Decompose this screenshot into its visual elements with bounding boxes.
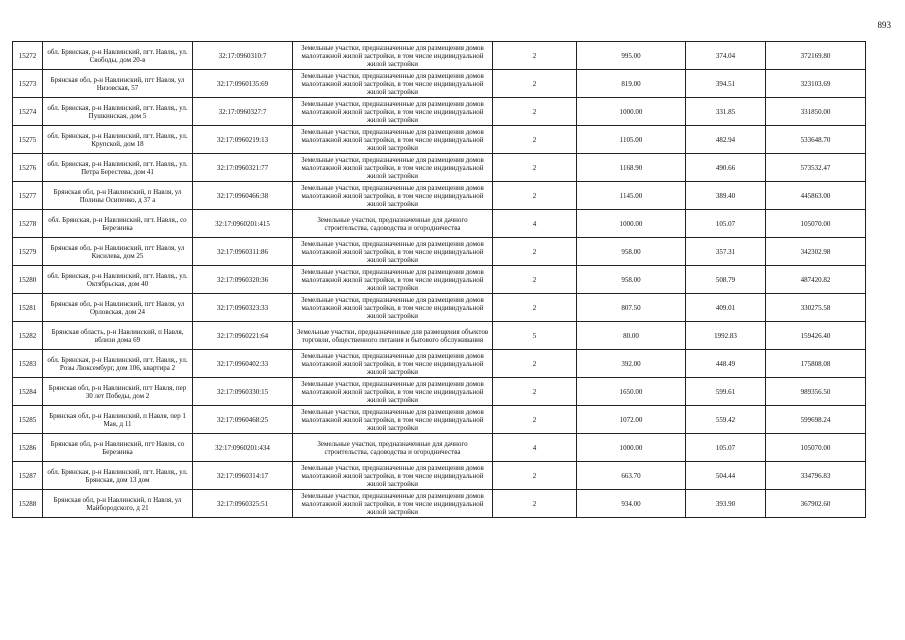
table-row	[13, 406, 866, 434]
land-purpose-cell: Земельные участки, предназначенные для размещения объектов торговли, общественного питания и бытового обслуживания	[293, 322, 493, 350]
land-purpose-cell: Земельные участки, предназначенные для дачного строительства, садоводства и огородничества	[293, 210, 493, 238]
table-row	[13, 42, 866, 70]
group-cell: 2	[493, 406, 577, 434]
group-cell: 2	[493, 126, 577, 154]
table-row	[13, 322, 866, 350]
row-number: 15275	[13, 126, 43, 154]
row-number: 15284	[13, 378, 43, 406]
land-purpose-cell: Земельные участки, предназначенные для размещения домов малоэтажной жилой застройки, в том числе индивидуальной жилой застройки	[293, 98, 493, 126]
specific-value-cell: 105.07	[686, 210, 766, 238]
land-purpose-cell: Земельные участки, предназначенные для дачного строительства, садоводства и огородничества	[293, 434, 493, 462]
group-cell: 2	[493, 182, 577, 210]
cadastral-value-cell: 159426.40	[766, 322, 866, 350]
cadastral-value-cell: 367902.60	[766, 490, 866, 518]
area-cell: 1168.90	[577, 154, 686, 182]
land-purpose-cell: Земельные участки, предназначенные для размещения домов малоэтажной жилой застройки, в том числе индивидуальной жилой застройки	[293, 70, 493, 98]
area-cell: 1000.00	[577, 98, 686, 126]
land-purpose-cell: Земельные участки, предназначенные для размещения домов малоэтажной жилой застройки, в том числе индивидуальной жилой застройки	[293, 238, 493, 266]
area-cell: 958.00	[577, 238, 686, 266]
cadastral-value-cell: 331850.00	[766, 98, 866, 126]
cadastral-value-cell: 599698.24	[766, 406, 866, 434]
specific-value-cell: 490.66	[686, 154, 766, 182]
address-cell: обл. Брянская, р-н Навлинский, пгт. Навля,, ул. Октябрьская, дом 40	[43, 266, 193, 294]
group-cell: 2	[493, 98, 577, 126]
cadastral-number-cell: 32:17:0960314:17	[193, 462, 293, 490]
cadastral-number-cell: 32:17:0960219:13	[193, 126, 293, 154]
group-cell: 2	[493, 266, 577, 294]
row-number: 15282	[13, 322, 43, 350]
group-cell: 2	[493, 294, 577, 322]
specific-value-cell: 105.07	[686, 434, 766, 462]
land-purpose-cell: Земельные участки, предназначенные для размещения домов малоэтажной жилой застройки, в том числе индивидуальной жилой застройки	[293, 350, 493, 378]
specific-value-cell: 374.04	[686, 42, 766, 70]
group-cell: 4	[493, 210, 577, 238]
address-cell: обл. Брянская, р-н Навлинский, пгт. Навля,, ул. Брянская, дом 13 дом	[43, 462, 193, 490]
cadastral-value-cell: 573532.47	[766, 154, 866, 182]
address-cell: обл. Брянская, р-н Навлинский, пгт. Навля,, ул. Крупской, дом 18	[43, 126, 193, 154]
group-cell: 2	[493, 490, 577, 518]
cadastral-number-cell: 32:17:0960466:38	[193, 182, 293, 210]
row-number: 15288	[13, 490, 43, 518]
cadastral-number-cell: 32:17:0960402:33	[193, 350, 293, 378]
page-number: 893	[877, 20, 891, 30]
address-cell: обл. Брянская, р-н Навлинский, пгт. Навля,, ул. Петра Берестева, дом 41	[43, 154, 193, 182]
address-cell: Брянская обл, р-н Навлинский, пгт Навля, ул Кисилева, дом 25	[43, 238, 193, 266]
group-cell: 2	[493, 378, 577, 406]
address-cell: Брянская обл, р-н Навлинский, п Навля, ул Майбородского, д 21	[43, 490, 193, 518]
group-cell: 5	[493, 322, 577, 350]
address-cell: Брянская область, р-н Навлинский, п Навля, вблизи дома 69	[43, 322, 193, 350]
area-cell: 1000.00	[577, 434, 686, 462]
address-cell: обл. Брянская, р-н Навлинский, пгт. Навля,, ул. Розы Люксембург, дом 106, квартира 2	[43, 350, 193, 378]
row-number: 15276	[13, 154, 43, 182]
table-row	[13, 154, 866, 182]
area-cell: 1000.00	[577, 210, 686, 238]
address-cell: обл. Брянская, р-н Навлинский, пгт. Навля,, со Березинка	[43, 210, 193, 238]
group-cell: 2	[493, 350, 577, 378]
table-body	[13, 42, 866, 518]
area-cell: 995.00	[577, 42, 686, 70]
specific-value-cell: 508.79	[686, 266, 766, 294]
cadastral-value-table	[12, 41, 866, 518]
cadastral-value-cell: 445863.00	[766, 182, 866, 210]
address-cell: Брянская обл, р-н Навлинский, п Навля, ул Полины Осипенко, д 37 а	[43, 182, 193, 210]
row-number: 15277	[13, 182, 43, 210]
land-purpose-cell: Земельные участки, предназначенные для размещения домов малоэтажной жилой застройки, в том числе индивидуальной жилой застройки	[293, 490, 493, 518]
row-number: 15274	[13, 98, 43, 126]
table-row	[13, 266, 866, 294]
land-purpose-cell: Земельные участки, предназначенные для размещения домов малоэтажной жилой застройки, в том числе индивидуальной жилой застройки	[293, 182, 493, 210]
group-cell: 2	[493, 42, 577, 70]
land-purpose-cell: Земельные участки, предназначенные для размещения домов малоэтажной жилой застройки, в том числе индивидуальной жилой застройки	[293, 266, 493, 294]
cadastral-number-cell: 32:17:0960323:33	[193, 294, 293, 322]
specific-value-cell: 559.42	[686, 406, 766, 434]
row-number: 15280	[13, 266, 43, 294]
specific-value-cell: 1992.83	[686, 322, 766, 350]
cadastral-value-cell: 105070.00	[766, 434, 866, 462]
land-purpose-cell: Земельные участки, предназначенные для размещения домов малоэтажной жилой застройки, в том числе индивидуальной жилой застройки	[293, 42, 493, 70]
cadastral-number-cell: 32:17:0960327:7	[193, 98, 293, 126]
group-cell: 2	[493, 70, 577, 98]
specific-value-cell: 394.51	[686, 70, 766, 98]
cadastral-value-cell: 372169.80	[766, 42, 866, 70]
table-row	[13, 462, 866, 490]
address-cell: Брянская обл, р-н Навлинский, пгт Навля, пер 30 лет Победы, дом 2	[43, 378, 193, 406]
group-cell: 4	[493, 434, 577, 462]
land-purpose-cell: Земельные участки, предназначенные для размещения домов малоэтажной жилой застройки, в том числе индивидуальной жилой застройки	[293, 406, 493, 434]
land-purpose-cell: Земельные участки, предназначенные для размещения домов малоэтажной жилой застройки, в том числе индивидуальной жилой застройки	[293, 294, 493, 322]
area-cell: 1650.00	[577, 378, 686, 406]
cadastral-number-cell: 32:17:0960325:51	[193, 490, 293, 518]
address-cell: обл. Брянская, р-н Навлинский, пгт. Навля,, ул. Свободы, дом 20-в	[43, 42, 193, 70]
cadastral-number-cell: 32:17:0960135:69	[193, 70, 293, 98]
cadastral-value-cell: 175808.08	[766, 350, 866, 378]
specific-value-cell: 504.44	[686, 462, 766, 490]
row-number: 15272	[13, 42, 43, 70]
area-cell: 1072.00	[577, 406, 686, 434]
row-number: 15286	[13, 434, 43, 462]
cadastral-value-cell: 989356.50	[766, 378, 866, 406]
table-row	[13, 126, 866, 154]
area-cell: 807.50	[577, 294, 686, 322]
cadastral-value-cell: 323103.69	[766, 70, 866, 98]
group-cell: 2	[493, 238, 577, 266]
table-row	[13, 238, 866, 266]
land-purpose-cell: Земельные участки, предназначенные для размещения домов малоэтажной жилой застройки, в том числе индивидуальной жилой застройки	[293, 378, 493, 406]
table-row	[13, 70, 866, 98]
table-row	[13, 210, 866, 238]
cadastral-number-cell: 32:17:0960468:25	[193, 406, 293, 434]
cadastral-number-cell: 32:17:0960201:434	[193, 434, 293, 462]
area-cell: 392.00	[577, 350, 686, 378]
row-number: 15287	[13, 462, 43, 490]
table-row	[13, 98, 866, 126]
table-row	[13, 434, 866, 462]
cadastral-number-cell: 32:17:0960310:7	[193, 42, 293, 70]
cadastral-value-cell: 533648.70	[766, 126, 866, 154]
table-row	[13, 378, 866, 406]
area-cell: 1145.00	[577, 182, 686, 210]
row-number: 15278	[13, 210, 43, 238]
table-row	[13, 294, 866, 322]
group-cell: 2	[493, 154, 577, 182]
address-cell: Брянская обл, р-н Навлинский, пгт Навля, со Березинка	[43, 434, 193, 462]
land-purpose-cell: Земельные участки, предназначенные для размещения домов малоэтажной жилой застройки, в том числе индивидуальной жилой застройки	[293, 126, 493, 154]
cadastral-number-cell: 32:17:0960321:77	[193, 154, 293, 182]
cadastral-number-cell: 32:17:0960311:86	[193, 238, 293, 266]
group-cell: 2	[493, 462, 577, 490]
table-row	[13, 350, 866, 378]
address-cell: обл. Брянская, р-н Навлинский, пгт. Навля,, ул. Пушкинская, дом 5	[43, 98, 193, 126]
table-row	[13, 490, 866, 518]
specific-value-cell: 448.49	[686, 350, 766, 378]
row-number: 15273	[13, 70, 43, 98]
area-cell: 663.70	[577, 462, 686, 490]
table-row	[13, 182, 866, 210]
cadastral-value-cell: 330275.58	[766, 294, 866, 322]
row-number: 15279	[13, 238, 43, 266]
row-number: 15283	[13, 350, 43, 378]
specific-value-cell: 357.31	[686, 238, 766, 266]
area-cell: 958.00	[577, 266, 686, 294]
specific-value-cell: 331.85	[686, 98, 766, 126]
row-number: 15285	[13, 406, 43, 434]
address-cell: Брянская обл, р-н Навлинский, п Навля, пер 1 Мая, д 11	[43, 406, 193, 434]
row-number: 15281	[13, 294, 43, 322]
land-purpose-cell: Земельные участки, предназначенные для размещения домов малоэтажной жилой застройки, в том числе индивидуальной жилой застройки	[293, 154, 493, 182]
specific-value-cell: 389.40	[686, 182, 766, 210]
area-cell: 819.00	[577, 70, 686, 98]
cadastral-value-cell: 105070.00	[766, 210, 866, 238]
land-purpose-cell: Земельные участки, предназначенные для размещения домов малоэтажной жилой застройки, в том числе индивидуальной жилой застройки	[293, 462, 493, 490]
address-cell: Брянская обл, р-н Навлинский, пгт Навля, ул Орловская, дом 24	[43, 294, 193, 322]
cadastral-value-cell: 334796.83	[766, 462, 866, 490]
cadastral-number-cell: 32:17:0960330:15	[193, 378, 293, 406]
area-cell: 934.00	[577, 490, 686, 518]
cadastral-number-cell: 32:17:0960221:64	[193, 322, 293, 350]
specific-value-cell: 599.61	[686, 378, 766, 406]
area-cell: 1105.00	[577, 126, 686, 154]
specific-value-cell: 393.90	[686, 490, 766, 518]
cadastral-number-cell: 32:17:0960201:415	[193, 210, 293, 238]
cadastral-value-cell: 342302.98	[766, 238, 866, 266]
specific-value-cell: 482.94	[686, 126, 766, 154]
cadastral-value-cell: 487420.82	[766, 266, 866, 294]
area-cell: 80.00	[577, 322, 686, 350]
address-cell: Брянская обл, р-н Навлинский, пгт Навля, ул Низовская, 57	[43, 70, 193, 98]
cadastral-number-cell: 32:17:0960320:36	[193, 266, 293, 294]
specific-value-cell: 409.01	[686, 294, 766, 322]
